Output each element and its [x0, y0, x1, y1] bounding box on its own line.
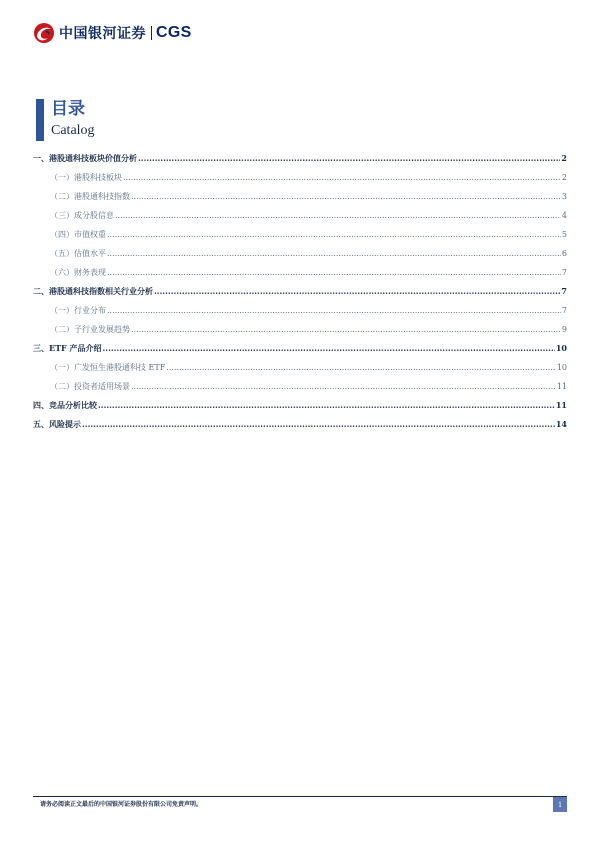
toc-entry[interactable] — [33, 339, 567, 358]
toc-entry-label: 行业分布 — [74, 306, 106, 315]
toc-entry-label: 市值权重 — [74, 230, 106, 239]
toc-entry-label: 子行业发展趋势 — [74, 325, 130, 334]
toc-entry-page: 5 — [561, 230, 567, 239]
logo-text-en: CGS — [156, 24, 192, 41]
toc-dot-leader — [131, 187, 561, 206]
toc-entry[interactable] — [33, 415, 567, 434]
toc-entry-label: 广发恒生港股通科技 ETF — [74, 363, 166, 372]
toc-entry-label: 财务表现 — [74, 268, 106, 277]
footer-divider — [33, 796, 567, 797]
toc-dot-leader — [98, 396, 555, 415]
toc-entry[interactable] — [33, 168, 567, 187]
page-title: 目录 — [51, 99, 85, 119]
toc-dot-leader — [166, 358, 556, 377]
toc-entry-label: 风险提示 — [49, 419, 81, 429]
toc-dot-leader — [103, 339, 555, 358]
toc-dot-leader — [107, 301, 561, 320]
table-of-contents — [33, 149, 567, 434]
toc-entry[interactable] — [33, 377, 567, 396]
toc-entry-number: （二） — [50, 382, 74, 391]
toc-entry-number: （一） — [50, 173, 74, 182]
toc-entry-page: 11 — [556, 382, 567, 391]
logo-text-cn: 中国银河证券 — [59, 26, 146, 42]
toc-entry-page: 3 — [561, 192, 567, 201]
toc-entry-page: 10 — [556, 363, 567, 372]
toc-entry[interactable] — [33, 263, 567, 282]
toc-entry-label: 估值水平 — [74, 249, 106, 258]
toc-dot-leader — [107, 244, 561, 263]
toc-dot-leader — [154, 282, 560, 301]
galaxy-logo-icon — [33, 22, 55, 44]
toc-entry[interactable] — [33, 187, 567, 206]
toc-entry-page: 10 — [555, 343, 567, 353]
toc-entry-number: （二） — [50, 192, 74, 201]
toc-entry-label: 竞品分析比较 — [49, 400, 97, 410]
company-logo — [33, 22, 192, 44]
toc-entry-number: 四、 — [33, 400, 49, 410]
toc-dot-leader — [131, 320, 561, 339]
toc-entry[interactable] — [33, 206, 567, 225]
toc-entry-number: （一） — [50, 363, 74, 372]
toc-entry-number: （六） — [50, 268, 74, 277]
toc-dot-leader — [123, 168, 561, 187]
toc-entry[interactable] — [33, 301, 567, 320]
toc-dot-leader — [107, 225, 561, 244]
toc-entry[interactable] — [33, 149, 567, 168]
toc-entry-number: 五、 — [33, 419, 49, 429]
toc-entry[interactable] — [33, 396, 567, 415]
title-accent-bar — [36, 99, 44, 141]
toc-entry-label: 港股科技板块 — [74, 173, 122, 182]
toc-entry-page: 9 — [561, 325, 567, 334]
page-number-badge: 1 — [553, 797, 567, 812]
toc-entry-page: 2 — [561, 153, 567, 163]
toc-entry[interactable] — [33, 282, 567, 301]
toc-entry-page: 4 — [561, 211, 567, 220]
toc-entry-page: 7 — [561, 286, 567, 296]
toc-dot-leader — [115, 206, 561, 225]
toc-entry-page: 14 — [555, 419, 567, 429]
toc-entry-label: 港股通科技指数相关行业分析 — [49, 286, 153, 296]
toc-entry-page: 7 — [561, 268, 567, 277]
toc-dot-leader — [138, 149, 560, 168]
footer-disclaimer: 请务必阅读正文最后的中国银河证券股份有限公司免责声明。 — [40, 801, 203, 808]
toc-entry-number: （三） — [50, 211, 74, 220]
toc-entry-number: （一） — [50, 306, 74, 315]
toc-entry-label: 成分股信息 — [74, 211, 114, 220]
toc-entry-number: 三、 — [33, 343, 49, 353]
toc-entry-page: 6 — [561, 249, 567, 258]
toc-entry-page: 11 — [555, 400, 567, 410]
page-subtitle: Catalog — [51, 123, 95, 138]
toc-entry[interactable] — [33, 225, 567, 244]
toc-entry-number: （四） — [50, 230, 74, 239]
toc-entry-number: 二、 — [33, 286, 49, 296]
toc-entry-label: 港股通科技指数 — [74, 192, 130, 201]
toc-entry-page: 2 — [561, 173, 567, 182]
toc-entry-number: （二） — [50, 325, 74, 334]
toc-entry[interactable] — [33, 320, 567, 339]
toc-dot-leader — [131, 377, 556, 396]
toc-dot-leader — [82, 415, 555, 434]
toc-entry-label: 投资者适用场景 — [74, 382, 130, 391]
toc-entry-label: 港股通科技板块价值分析 — [49, 153, 137, 163]
toc-dot-leader — [107, 263, 561, 282]
toc-entry-label: ETF 产品介绍 — [49, 343, 102, 353]
toc-entry[interactable] — [33, 358, 567, 377]
toc-entry-number: 一、 — [33, 153, 49, 163]
logo-divider — [151, 26, 152, 40]
toc-entry-page: 7 — [561, 306, 567, 315]
toc-entry[interactable] — [33, 244, 567, 263]
toc-entry-number: （五） — [50, 249, 74, 258]
